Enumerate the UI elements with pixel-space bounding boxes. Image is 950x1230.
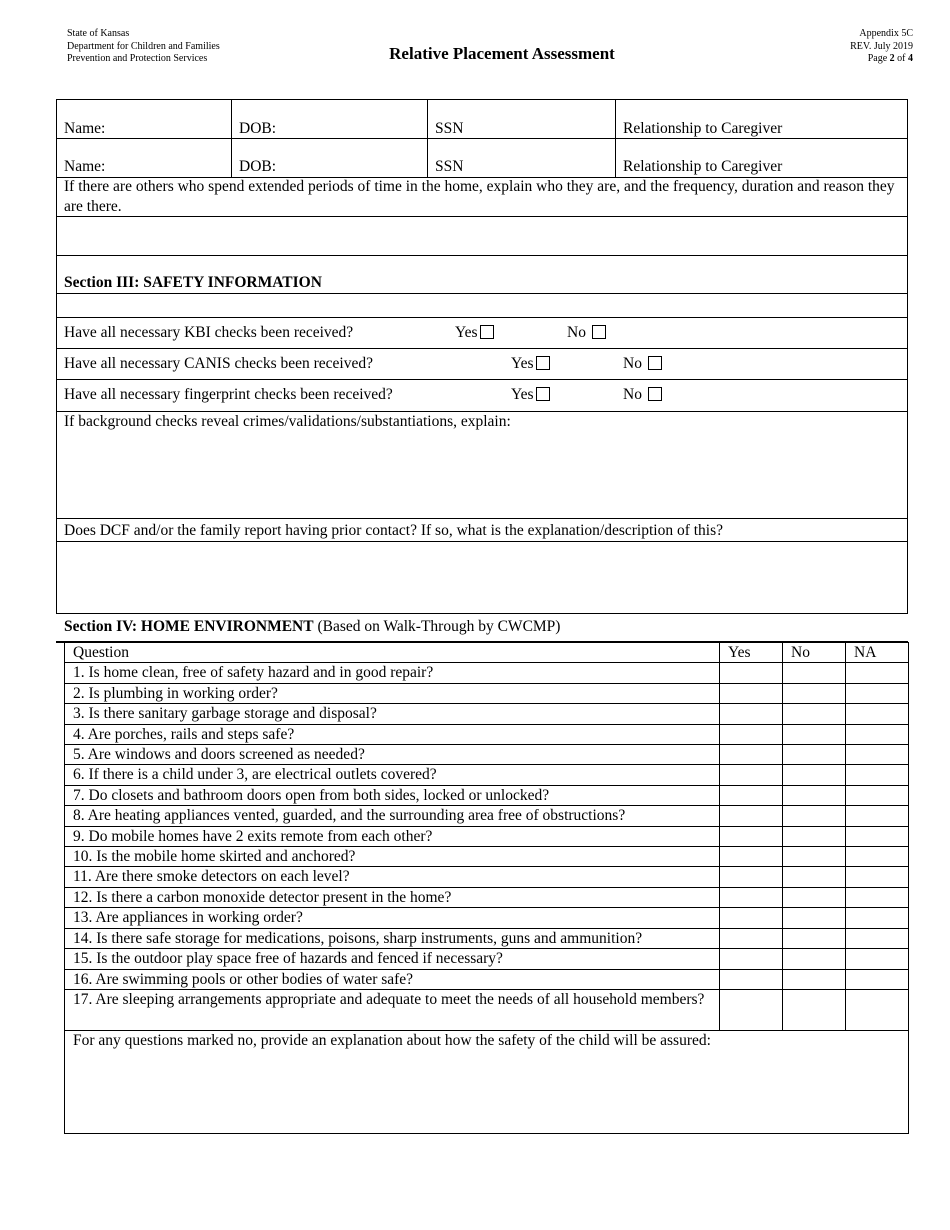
column-header-na: NA bbox=[846, 643, 909, 663]
answer-cell-no[interactable] bbox=[783, 663, 846, 683]
answer-cell-yes[interactable] bbox=[720, 908, 783, 928]
form-upper-box bbox=[56, 99, 908, 614]
answer-cell-no[interactable] bbox=[783, 765, 846, 785]
appendix-label: Appendix 5C bbox=[859, 28, 913, 39]
form-title: Relative Placement Assessment bbox=[389, 44, 615, 63]
question-text: 2. Is plumbing in working order? bbox=[65, 683, 720, 703]
table-row bbox=[65, 724, 909, 744]
answer-cell-na[interactable] bbox=[846, 745, 909, 765]
question-text: 7. Do closets and bathroom doors open from both sides, locked or unlocked? bbox=[65, 785, 720, 805]
relationship-field[interactable]: Relationship to Caregiver bbox=[623, 158, 783, 175]
table-row bbox=[65, 745, 909, 765]
answer-cell-na[interactable] bbox=[846, 683, 909, 703]
question-text: 11. Are there smoke detectors on each level? bbox=[65, 867, 720, 887]
kbi-no bbox=[567, 324, 606, 342]
section4-title bbox=[64, 618, 560, 636]
explanation-prompt[interactable]: For any questions marked no, provide an explanation about how the safety of the child will be assured: bbox=[65, 1030, 909, 1133]
row-line bbox=[57, 293, 907, 294]
answer-cell-no[interactable] bbox=[783, 949, 846, 969]
answer-cell-yes[interactable] bbox=[720, 989, 783, 1030]
question-text: 3. Is there sanitary garbage storage and disposal? bbox=[65, 704, 720, 724]
explanation-row bbox=[65, 1030, 909, 1133]
answer-cell-na[interactable] bbox=[846, 847, 909, 867]
table-row bbox=[65, 806, 909, 826]
kbi-yes bbox=[455, 324, 494, 342]
answer-cell-yes[interactable] bbox=[720, 928, 783, 948]
row-line bbox=[57, 541, 907, 542]
answer-cell-yes[interactable] bbox=[720, 745, 783, 765]
answer-cell-yes[interactable] bbox=[720, 683, 783, 703]
no-label: No bbox=[567, 324, 586, 341]
no-label: No bbox=[623, 355, 642, 372]
agency-division: Prevention and Protection Services bbox=[67, 53, 208, 64]
answer-cell-no[interactable] bbox=[783, 887, 846, 907]
table-row bbox=[65, 663, 909, 683]
answer-cell-no[interactable] bbox=[783, 785, 846, 805]
canis-yes bbox=[511, 355, 550, 373]
no-label: No bbox=[623, 386, 642, 403]
page-prefix: Page bbox=[867, 53, 890, 64]
page-total: 4 bbox=[908, 53, 913, 64]
table-row bbox=[65, 949, 909, 969]
fingerprint-yes-checkbox[interactable] bbox=[536, 387, 550, 401]
answer-cell-yes[interactable] bbox=[720, 663, 783, 683]
canis-no bbox=[623, 355, 662, 373]
kbi-yes-checkbox[interactable] bbox=[480, 325, 494, 339]
column-header-no: No bbox=[783, 643, 846, 663]
answer-cell-yes[interactable] bbox=[720, 969, 783, 989]
answer-cell-yes[interactable] bbox=[720, 785, 783, 805]
answer-cell-na[interactable] bbox=[846, 867, 909, 887]
dob-field[interactable]: DOB: bbox=[239, 158, 277, 175]
question-text: 13. Are appliances in working order? bbox=[65, 908, 720, 928]
table-row bbox=[65, 826, 909, 846]
home-environment-body bbox=[65, 643, 909, 1134]
row-line bbox=[57, 216, 907, 217]
prior-contact-prompt: Does DCF and/or the family report having prior contact? If so, what is the explanation/description of this? bbox=[64, 522, 724, 539]
answer-cell-na[interactable] bbox=[846, 989, 909, 1030]
answer-cell-na[interactable] bbox=[846, 765, 909, 785]
answer-cell-na[interactable] bbox=[846, 724, 909, 744]
question-text: 12. Is there a carbon monoxide detector present in the home? bbox=[65, 887, 720, 907]
column-header-question: Question bbox=[65, 643, 720, 663]
home-environment-table bbox=[64, 642, 909, 1134]
answer-cell-no[interactable] bbox=[783, 724, 846, 744]
question-text: 8. Are heating appliances vented, guarded, and the surrounding area free of obstructions? bbox=[65, 806, 720, 826]
answer-cell-na[interactable] bbox=[846, 785, 909, 805]
question-text: 16. Are swimming pools or other bodies of water safe? bbox=[65, 969, 720, 989]
fingerprint-question: Have all necessary fingerprint checks been received? bbox=[64, 386, 393, 403]
table-row bbox=[65, 704, 909, 724]
question-text: 15. Is the outdoor play space free of hazards and fenced if necessary? bbox=[65, 949, 720, 969]
answer-cell-yes[interactable] bbox=[720, 765, 783, 785]
question-text: 4. Are porches, rails and steps safe? bbox=[65, 724, 720, 744]
answer-cell-no[interactable] bbox=[783, 745, 846, 765]
answer-cell-yes[interactable] bbox=[720, 949, 783, 969]
answer-cell-na[interactable] bbox=[846, 928, 909, 948]
table-row bbox=[65, 765, 909, 785]
yes-label: Yes bbox=[455, 324, 478, 341]
answer-cell-na[interactable] bbox=[846, 969, 909, 989]
answer-cell-yes[interactable] bbox=[720, 847, 783, 867]
page-indicator bbox=[850, 53, 913, 66]
answer-cell-yes[interactable] bbox=[720, 806, 783, 826]
table-row bbox=[65, 867, 909, 887]
yes-label: Yes bbox=[511, 355, 534, 372]
answer-cell-no[interactable] bbox=[783, 826, 846, 846]
column-header-yes: Yes bbox=[720, 643, 783, 663]
table-row bbox=[65, 785, 909, 805]
answer-cell-yes[interactable] bbox=[720, 887, 783, 907]
agency-department: Department for Children and Families bbox=[67, 40, 220, 52]
answer-cell-no[interactable] bbox=[783, 989, 846, 1030]
answer-cell-na[interactable] bbox=[846, 663, 909, 683]
ssn-field[interactable]: SSN bbox=[435, 120, 464, 137]
ssn-field[interactable]: SSN bbox=[435, 158, 464, 175]
name-field[interactable]: Name: bbox=[64, 120, 106, 137]
table-header-row bbox=[65, 643, 909, 663]
answer-cell-no[interactable] bbox=[783, 683, 846, 703]
answer-cell-no[interactable] bbox=[783, 969, 846, 989]
row-line bbox=[57, 255, 907, 256]
answer-cell-no[interactable] bbox=[783, 806, 846, 826]
answer-cell-yes[interactable] bbox=[720, 704, 783, 724]
canis-yes-checkbox[interactable] bbox=[536, 356, 550, 370]
question-text: 9. Do mobile homes have 2 exits remote from each other? bbox=[65, 826, 720, 846]
section3-title: Section III: SAFETY INFORMATION bbox=[64, 274, 322, 291]
row-line bbox=[57, 317, 907, 318]
question-text: 14. Is there safe storage for medications, poisons, sharp instruments, guns and ammunition? bbox=[65, 928, 720, 948]
table-row bbox=[65, 847, 909, 867]
answer-cell-na[interactable] bbox=[846, 908, 909, 928]
dob-field[interactable]: DOB: bbox=[239, 120, 277, 137]
answer-cell-no[interactable] bbox=[783, 928, 846, 948]
question-text: 1. Is home clean, free of safety hazard and in good repair? bbox=[65, 663, 720, 683]
table-row bbox=[65, 908, 909, 928]
answer-cell-na[interactable] bbox=[846, 826, 909, 846]
yes-label: Yes bbox=[511, 386, 534, 403]
fingerprint-no-checkbox[interactable] bbox=[648, 387, 662, 401]
answer-cell-na[interactable] bbox=[846, 704, 909, 724]
table-row bbox=[65, 683, 909, 703]
canis-no-checkbox[interactable] bbox=[648, 356, 662, 370]
name-field[interactable]: Name: bbox=[64, 158, 106, 175]
section4-title-bold: Section IV: HOME ENVIRONMENT bbox=[64, 618, 314, 635]
kbi-question: Have all necessary KBI checks been received? bbox=[64, 324, 354, 341]
answer-cell-no[interactable] bbox=[783, 908, 846, 928]
page-number: 2 bbox=[889, 53, 895, 64]
table-row bbox=[65, 928, 909, 948]
relationship-field[interactable]: Relationship to Caregiver bbox=[623, 120, 783, 137]
row-line bbox=[57, 411, 907, 412]
table-row bbox=[65, 989, 909, 1030]
row-line bbox=[57, 138, 907, 139]
fingerprint-yes bbox=[511, 386, 550, 404]
question-text: 17. Are sleeping arrangements appropriate and adequate to meet the needs of all household members? bbox=[65, 989, 720, 1030]
answer-cell-yes[interactable] bbox=[720, 867, 783, 887]
section4-title-note: (Based on Walk-Through by CWCMP) bbox=[313, 618, 561, 635]
answer-cell-no[interactable] bbox=[783, 847, 846, 867]
question-text: 6. If there is a child under 3, are electrical outlets covered? bbox=[65, 765, 720, 785]
agency-state: State of Kansas bbox=[67, 28, 130, 39]
row-line bbox=[57, 348, 907, 349]
kbi-no-checkbox[interactable] bbox=[592, 325, 606, 339]
answer-cell-na[interactable] bbox=[846, 949, 909, 969]
answer-cell-na[interactable] bbox=[846, 806, 909, 826]
form-meta bbox=[850, 28, 913, 66]
canis-question: Have all necessary CANIS checks been received? bbox=[64, 355, 373, 372]
answer-cell-na[interactable] bbox=[846, 887, 909, 907]
question-text: 10. Is the mobile home skirted and anchored? bbox=[65, 847, 720, 867]
answer-cell-yes[interactable] bbox=[720, 826, 783, 846]
answer-cell-yes[interactable] bbox=[720, 724, 783, 744]
question-text: 5. Are windows and doors screened as needed? bbox=[65, 745, 720, 765]
background-prompt: If background checks reveal crimes/validations/substantiations, explain: bbox=[64, 413, 511, 430]
table-row bbox=[65, 887, 909, 907]
answer-cell-no[interactable] bbox=[783, 867, 846, 887]
revision-label: REV. July 2019 bbox=[850, 40, 913, 52]
table-row bbox=[65, 969, 909, 989]
page-of: of bbox=[894, 53, 908, 64]
row-line bbox=[57, 518, 907, 519]
answer-cell-no[interactable] bbox=[783, 704, 846, 724]
others-prompt: If there are others who spend extended periods of time in the home, explain who they are, and the frequency, duration and reason they are there. bbox=[64, 178, 895, 215]
fingerprint-no bbox=[623, 386, 662, 404]
row-line bbox=[57, 379, 907, 380]
